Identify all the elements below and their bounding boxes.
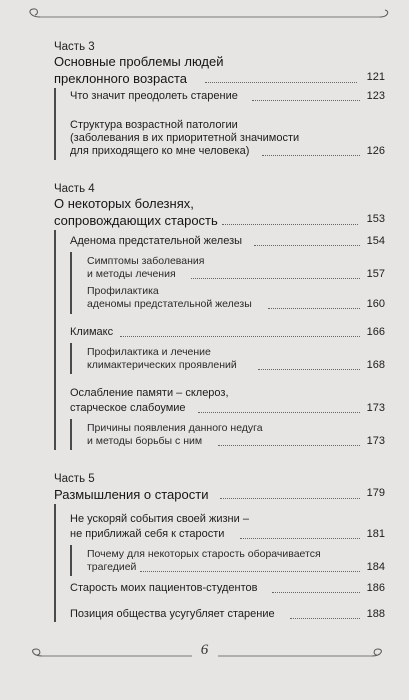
part-title: преклонного возраста	[54, 71, 187, 86]
page-ref: 173	[366, 435, 385, 447]
part-title: сопровождающих старость	[54, 213, 218, 228]
toc-item: Что значит преодолеть старение	[70, 90, 238, 102]
leader-dots	[198, 412, 360, 413]
toc-subitem: Симптомы заболевания	[87, 255, 205, 267]
leader-dots	[222, 224, 358, 225]
leader-dots	[205, 82, 357, 83]
toc-item: Структура возрастной патологии	[70, 119, 238, 131]
section-bar	[54, 88, 56, 160]
leader-dots	[220, 498, 360, 499]
section-bar	[54, 230, 56, 450]
toc-item: не приближай себя к старости	[70, 528, 225, 540]
page-ref: 154	[366, 235, 385, 247]
leader-dots	[252, 100, 360, 101]
page-ref: 123	[366, 90, 385, 102]
toc-subitem: Почему для некоторых старость оборачивается	[87, 548, 321, 560]
part-title: Размышления о старости	[54, 487, 209, 502]
part-label: Часть 3	[54, 41, 95, 53]
toc-subitem: климактерических проявлений	[87, 359, 237, 371]
subsection-bar	[70, 545, 72, 576]
part-label: Часть 4	[54, 183, 95, 195]
subsection-bar	[70, 252, 72, 314]
part-label: Часть 5	[54, 473, 95, 485]
toc-subitem: и методы борьбы с ним	[87, 435, 203, 447]
leader-dots	[258, 369, 360, 370]
page-ref: 121	[366, 71, 385, 83]
toc-item: Позиция общества усугубляет старение	[70, 608, 275, 620]
toc-subitem: трагедией	[87, 561, 137, 573]
toc-subitem: аденомы предстательной железы	[87, 298, 252, 310]
toc-subitem: и методы лечения	[87, 268, 176, 280]
toc-item: Аденома предстательной железы	[70, 235, 243, 247]
toc-subitem: Причины появления данного недуга	[87, 422, 263, 434]
toc-item: для приходящего ко мне человека)	[70, 145, 250, 157]
subsection-bar	[70, 419, 72, 450]
section-bar	[54, 504, 56, 622]
toc-item: Ослабление памяти – склероз,	[70, 387, 229, 399]
leader-dots	[191, 278, 360, 279]
subsection-bar	[70, 343, 72, 374]
page-ref: 184	[366, 561, 385, 573]
leader-dots	[120, 336, 360, 337]
page-ref: 173	[366, 402, 385, 414]
page-ref: 186	[366, 582, 385, 594]
page-ref: 160	[366, 298, 385, 310]
page-ref: 157	[366, 268, 385, 280]
leader-dots	[272, 592, 360, 593]
part-title: О некоторых болезнях,	[54, 196, 194, 211]
page-ref: 181	[366, 528, 385, 540]
part-title: Основные проблемы людей	[54, 54, 224, 69]
leader-dots	[262, 155, 360, 156]
leader-dots	[240, 538, 360, 539]
page-ref: 166	[366, 326, 385, 338]
page-number: 6	[200, 642, 209, 658]
toc-subitem: Профилактика и лечение	[87, 346, 211, 358]
toc-item: старческое слабоумие	[70, 402, 186, 414]
leader-dots	[218, 445, 360, 446]
toc-subitem: Профилактика	[87, 285, 159, 297]
toc-item: Климакс	[70, 326, 114, 338]
page-ref: 126	[366, 145, 385, 157]
leader-dots	[254, 245, 360, 246]
toc-item: (заболевания в их приоритетной значимости	[70, 132, 300, 144]
page-ref: 188	[366, 608, 385, 620]
toc-item: Не ускоряй события своей жизни –	[70, 513, 249, 525]
toc-item: Старость моих пациентов-студентов	[70, 582, 258, 594]
page-ref: 168	[366, 359, 385, 371]
leader-dots	[268, 308, 360, 309]
page-ref: 179	[366, 487, 385, 499]
page-ref: 153	[366, 213, 385, 225]
leader-dots	[140, 571, 360, 572]
